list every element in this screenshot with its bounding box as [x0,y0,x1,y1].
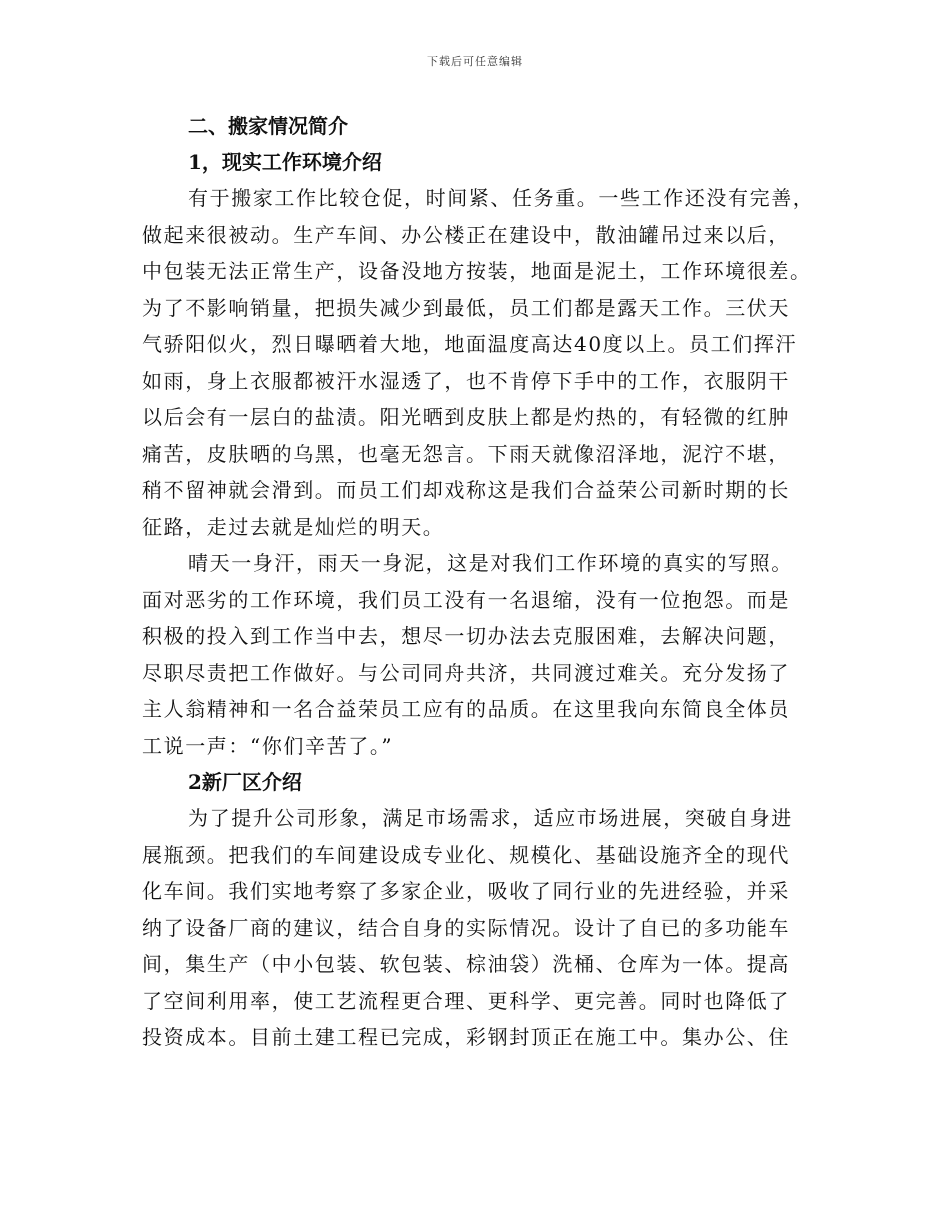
document-body [142,108,822,1056]
paragraph-line: 气骄阳似火，烈日曝晒着大地，地面温度高达40度以上。员工们挥汗 [142,332,798,356]
paragraph-line: 尽职尽责把工作做好。与公司同舟共济，共同渡过难关。充分发扬了 [142,660,790,685]
paragraph-line: 稍不留神就会滑到。而员工们却戏称这是我们合益荣公司新时期的长 [142,478,790,502]
paragraph-line: 工说一声：“你们辛苦了。” [142,733,394,758]
section-heading: 1，现实工作环境介绍 [188,150,382,174]
paragraph-line: 征路，走过去就是灿烂的明天。 [142,514,445,539]
paragraph-line: 痛苦，皮肤晒的乌黑，也毫无怨言。下雨天就像沼泽地，泥泞不堪， [142,441,790,466]
paragraph-line: 以后会有一层白的盐渍。阳光晒到皮肤上都是灼热的，有轻微的红肿 [142,405,790,429]
paragraph-line: 化车间。我们实地考察了多家企业，吸收了同行业的先进经验，并采 [142,879,790,903]
paragraph-line: 纳了设备厂商的建议，结合自身的实际情况。设计了自已的多功能车 [142,915,790,940]
paragraph-line: 晴天一身汗，雨天一身泥，这是对我们工作环境的真实的写照。 [188,551,793,575]
paragraph-line: 间，集生产（中小包装、软包装、棕油袋）洗桶、仓库为一体。提高 [142,952,790,976]
paragraph-line: 了空间利用率，使工艺流程更合理、更科学、更完善。同时也降低了 [142,988,790,1013]
section-heading: 二、搬家情况简介 [188,114,348,138]
paragraph-line: 为了提升公司形象，满足市场需求，适应市场进展，突破自身进 [188,806,793,830]
paragraph-line: 面对恶劣的工作环境，我们员工没有一名退缩，没有一位抱怨。而是 [142,587,790,612]
paragraph-line: 中包装无法正常生产，设备没地方按装，地面是泥土，工作环境很差。 [142,259,812,283]
paragraph-line: 为了不影响销量，把损失减少到最低，员工们都是露天工作。三伏天 [142,295,790,320]
paragraph-line: 做起来很被动。生产车间、办公楼正在建设中，散油罐吊过来以后， [142,222,790,247]
paragraph-line: 积极的投入到工作当中去，想尽一切办法去克服困难，去解决问题， [142,624,790,648]
paragraph-line: 主人翁精神和一名合益荣员工应有的品质。在这里我向东简良全体员 [142,697,790,721]
paragraph-line: 有于搬家工作比较仓促，时间紧、任务重。一些工作还没有完善， [188,186,815,210]
paragraph-line: 投资成本。目前土建工程已完成，彩钢封顶正在施工中。集办公、住 [142,1025,790,1049]
paragraph-line: 如雨，身上衣服都被汗水湿透了，也不肯停下手中的工作，衣服阴干 [142,368,790,393]
section-heading: 2新厂区介绍 [188,770,302,794]
page-header: 下载后可任意编辑 [427,55,523,68]
paragraph-line: 展瓶颈。把我们的车间建设成专业化、规模化、基础设施齐全的现代 [142,842,790,867]
